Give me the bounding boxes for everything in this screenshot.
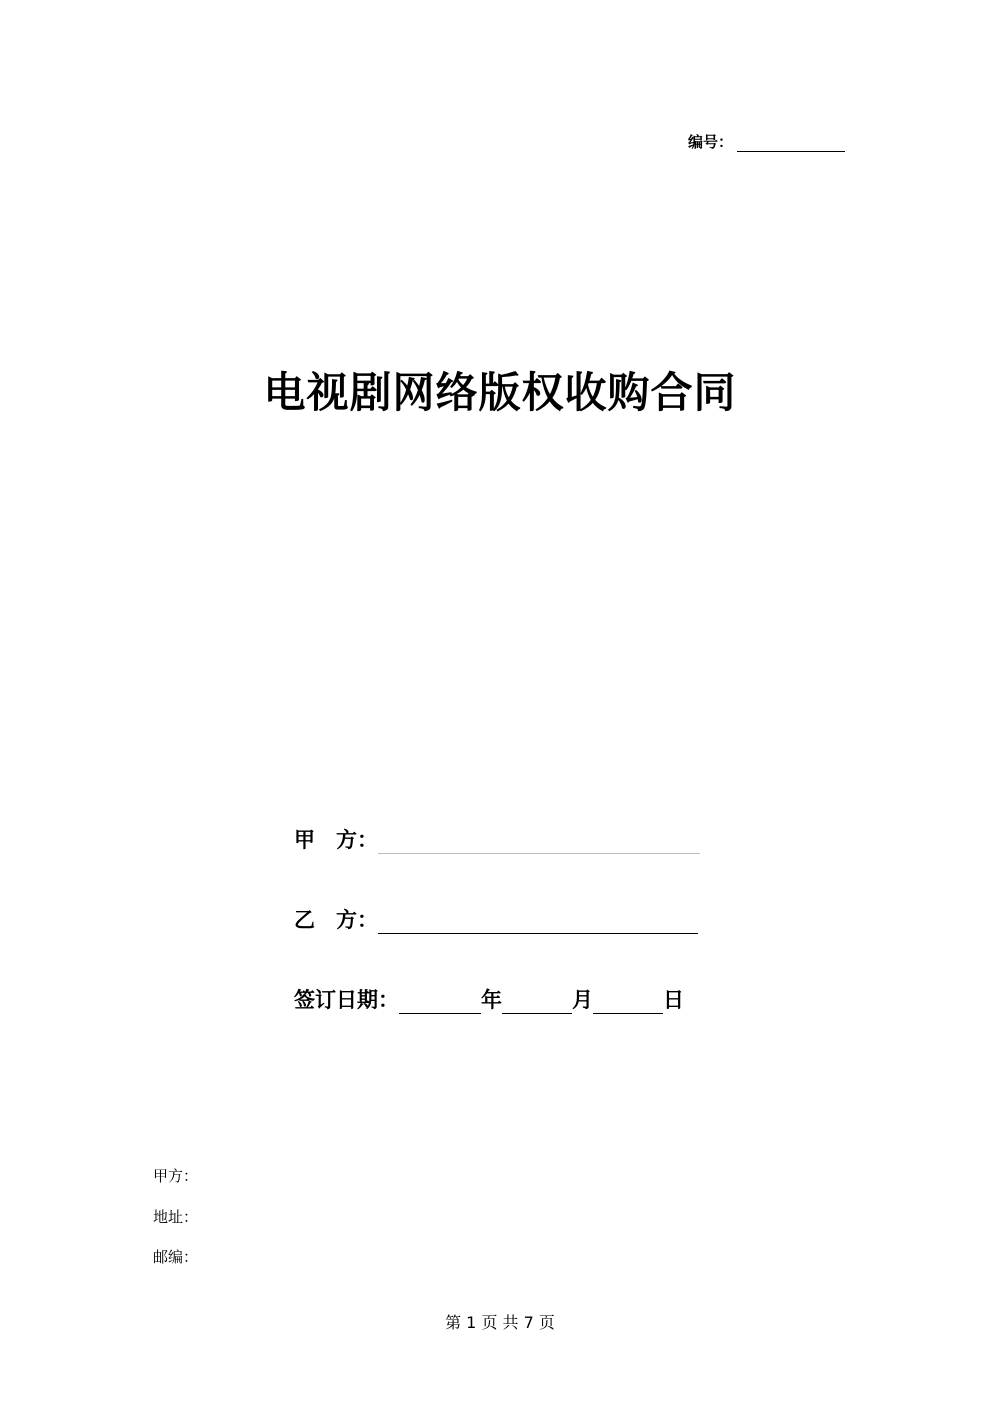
contract-number-blank[interactable] <box>737 137 845 152</box>
party-b-row <box>294 904 698 934</box>
party-a-label: 甲 方： <box>294 828 378 852</box>
year-label: 年 <box>481 988 502 1012</box>
party-a-row <box>294 824 700 854</box>
info-address: 地址： <box>153 1208 199 1226</box>
page-number: 第 1 页 共 7 页 <box>445 1313 555 1332</box>
contract-number <box>688 131 845 152</box>
info-party-a: 甲方： <box>153 1167 199 1185</box>
year-blank[interactable] <box>399 991 481 1014</box>
day-blank[interactable] <box>593 991 663 1014</box>
day-label: 日 <box>663 988 684 1012</box>
month-blank[interactable] <box>502 991 572 1014</box>
signing-date-label: 签订日期： <box>294 988 399 1012</box>
document-title: 电视剧网络版权收购合同 <box>263 368 737 417</box>
month-label: 月 <box>572 988 593 1012</box>
signing-date-row <box>294 984 684 1014</box>
info-postcode: 邮编： <box>153 1248 199 1266</box>
contract-number-label: 编号： <box>688 133 734 151</box>
party-a-blank[interactable] <box>378 831 700 854</box>
party-b-blank[interactable] <box>378 911 698 934</box>
party-b-label: 乙 方： <box>294 908 378 932</box>
